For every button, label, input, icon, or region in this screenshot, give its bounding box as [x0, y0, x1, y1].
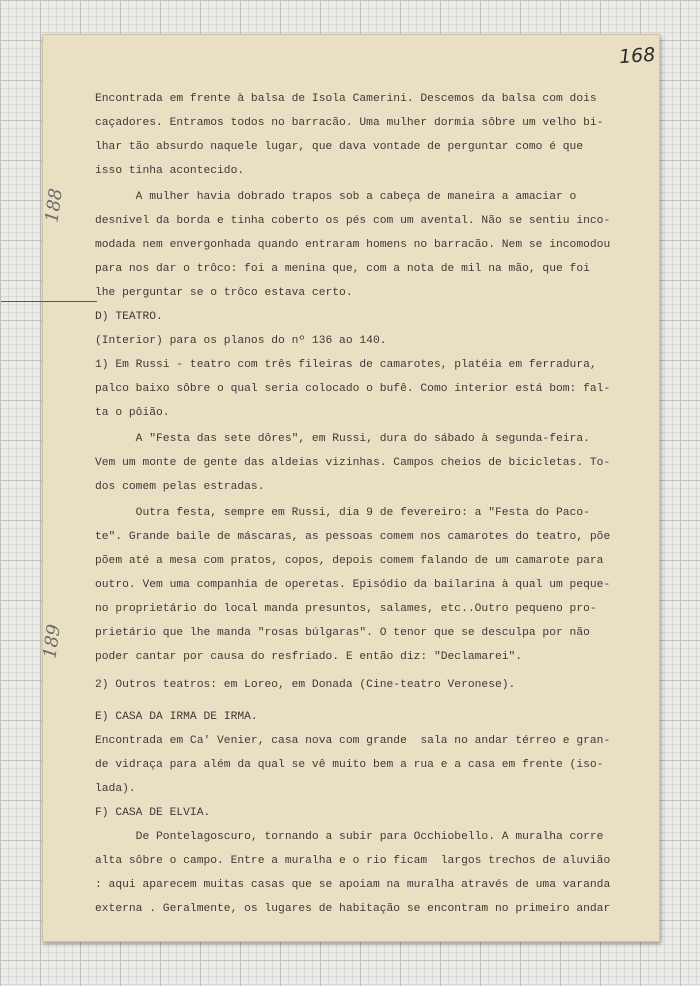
- text-line: desnível da borda e tinha coberto os pés com um avental. Não se sentiu inco-: [95, 215, 611, 227]
- section-heading: D) TEATRO.: [95, 311, 163, 323]
- text-line: caçadores. Entramos todos no barracão. Uma mulher dormia sôbre um velho bi-: [95, 117, 604, 129]
- text-line: para nos dar o trôco: foi a menina que, com a nota de mil na mão, que foi: [95, 263, 590, 275]
- text-line: no proprietário do local manda presuntos, salames, etc..Outro pequeno pro-: [95, 603, 597, 615]
- section-heading: E) CASA DA IRMÃ DE IRMA.: [95, 711, 258, 723]
- text-line: Encontrada em Ca' Venier, casa nova com grande sala no andar térreo e gran-: [95, 735, 611, 747]
- text-line: : aqui aparecem muitas casas que se apoiam na muralha através de uma varanda: [95, 879, 611, 891]
- text-line: lada).: [95, 783, 136, 795]
- text-line: poder cantar por causa do resfriado. E então diz: "Declamarei".: [95, 651, 523, 663]
- margin-note-bottom: 189: [39, 623, 65, 660]
- text-line: 1) Em Russi - teatro com três fileiras de camarotes, platéia em ferradura,: [95, 359, 597, 371]
- text-line: lhar tão absurdo naquele lugar, que dava vontade de perguntar como é que: [95, 141, 584, 153]
- text-line: (Interior) para os planos do nº 136 ao 140.: [95, 335, 387, 347]
- text-line: De Pontelagoscuro, tornando a subir para Occhiobello. A muralha corre: [95, 831, 604, 843]
- text-line: 2) Outros teatros: em Loreo, em Donada (Cine-teatro Veronese).: [95, 679, 516, 691]
- text-line: palco baixo sôbre o qual seria colocado o bufê. Como interior está bom: fal-: [95, 383, 611, 395]
- text-line: Vem um monte de gente das aldeias vizinhas. Campos cheios de bicicletas. To-: [95, 457, 611, 469]
- section-heading: F) CASA DE ELVIA.: [95, 807, 211, 819]
- text-line: Encontrada em frente à balsa de Isola Camerini. Descemos da balsa com dois: [95, 93, 597, 105]
- typewritten-page: [39, 34, 660, 942]
- text-line: A "Festa das sete dôres", em Russi, dura do sábado à segunda-feira.: [95, 433, 590, 445]
- text-line: modada nem envergonhada quando entraram homens no barracão. Nem se incomodou: [95, 239, 611, 251]
- text-line: outro. Vem uma companhia de operetas. Episódio da bailarina à qual um peque-: [95, 579, 611, 591]
- page-number: 168: [618, 43, 656, 69]
- text-line: Outra festa, sempre em Russi, dia 9 de fevereiro: a "Festa do Paco-: [95, 507, 590, 519]
- text-line: prietário que lhe manda "rosas búlgaras". O tenor que se desculpa por não: [95, 627, 590, 639]
- text-line: A mulher havia dobrado trapos sob a cabeça de maneira a amaciar o: [95, 191, 577, 203]
- text-line: alta sôbre o campo. Entre a muralha e o rio ficam largos trechos de aluvião: [95, 855, 611, 867]
- text-line: externa . Geralmente, os lugares de habitação se encontram no primeiro andar: [95, 903, 611, 915]
- text-line: isso tinha acontecido.: [95, 165, 245, 177]
- margin-rule: [1, 301, 97, 302]
- text-line: de vidraça para além da qual se vê muito bem a rua e a casa em frente (iso-: [95, 759, 604, 771]
- margin-note-top: 188: [41, 187, 67, 224]
- text-line: te". Grande baile de máscaras, as pessoas comem nos camarotes do teatro, põe: [95, 531, 611, 543]
- text-line: põem até a mesa com pratos, copos, depois comem falando de um camarote para: [95, 555, 604, 567]
- text-line: ta o pôião.: [95, 407, 170, 419]
- text-line: dos comem pelas estradas.: [95, 481, 265, 493]
- text-line: lhe perguntar se o trôco estava certo.: [95, 287, 353, 299]
